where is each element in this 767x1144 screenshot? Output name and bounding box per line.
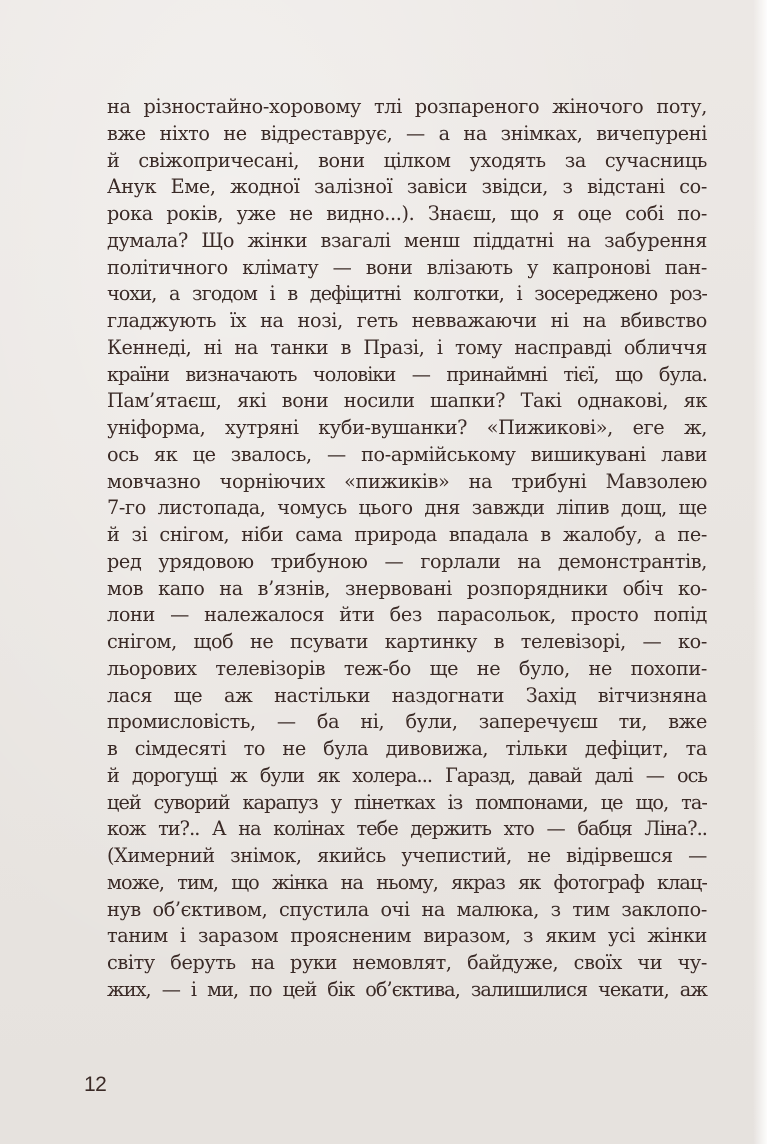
page-number: 12 [84,1073,107,1096]
text-line: вже ніхто не відреставрує, — а на знімках, вичепурені [107,121,707,145]
text-line: гладжують їх на нозі, геть невважаючи ні на вбивство [107,309,707,332]
body-text [107,94,707,1004]
text-line: лася ще аж настільки наздогнати Захід вітчизняна [107,683,707,707]
text-line: може, тим, що жінка на ньому, якраз як фотограф клац- [107,870,707,894]
text-line: жих, — і ми, по цей бік об’єктива, залишилися чекати, аж [107,977,707,1001]
text-line: рока років, уже не видно...). Знаєш, що я оце собі по- [107,202,707,225]
text-line: ред урядовою трибуною — горлали на демонстрантів, [107,549,707,573]
text-line: лони — належалося йти без парасольок, просто попід [107,603,707,627]
text-line: кож ти?.. А на колінах тебе держить хто — бабця Ліна?.. [107,817,707,841]
text-line: промисловість, — ба ні, були, заперечуєш ти, вже [107,710,707,734]
text-line: уніформа, хутряні куби-вушанки? «Пижикові», еге ж, [107,416,707,439]
text-line: Пам’ятаєш, які вони носили шапки? Такі однакові, як [107,389,707,413]
text-line: на різностайно-хоровому тлі розпареного жіночого поту, [107,95,707,118]
text-line: нув об’єктивом, спустила очі на малюка, з тим заклопо- [107,897,707,921]
text-line: 7-го листопада, чомусь цього дня завжди ліпив дощ, ще [107,496,707,520]
text-line: світу беруть на руки немовлят, байдуже, своїх чи чу- [107,951,707,974]
text-line: таним і заразом проясненим виразом, з яким усі жінки [107,924,707,948]
text-line: ось як це звалось, — по-армійському вишикувані лави [107,442,707,466]
text-line: в сімдесяті то не була дивовижа, тільки дефіцит, та [107,737,707,760]
text-line: Анук Еме, жодної залізної завіси звідси, з відстані со- [107,175,707,199]
text-line: снігом, щоб не псувати картинку в телевізорі, — ко- [107,630,707,653]
text-line: цей суворий карапуз у пінетках із помпонами, це що, та- [107,790,707,814]
text-line: країни визначають чоловіки — принаймні тієї, що була. [107,362,707,386]
text-line: й зі снігом, ніби сама природа впадала в жалобу, а пе- [107,523,707,546]
text-line: Кеннеді, ні на танки в Празі, і тому насправді обличчя [107,335,707,359]
text-line: льорових телевізорів теж-бо ще не було, не похопи- [107,656,707,680]
text-line: політичного клімату — вони влізають у капронові пан- [107,255,707,279]
text-line: думала? Що жінки взагалі менш піддатні на забурення [107,228,707,252]
text-line: мов капо на в’язнів, знервовані розпорядники обіч ко- [107,576,707,600]
text-line: чохи, а згодом і в дефіцитні колготки, і зосереджено роз- [107,282,707,306]
text-line: й дорогущі ж були як холера... Гаразд, давай далі — ось [107,763,707,787]
text-line: (Химерний знімок, якийсь учепистий, не відірвешся — [107,844,707,867]
text-line: мовчазно чорніючих «пижиків» на трибуні Мавзолею [107,469,707,493]
text-line: й свіжопричесані, вони цілком уходять за сучасниць [107,148,707,172]
page-edge [753,0,767,1144]
